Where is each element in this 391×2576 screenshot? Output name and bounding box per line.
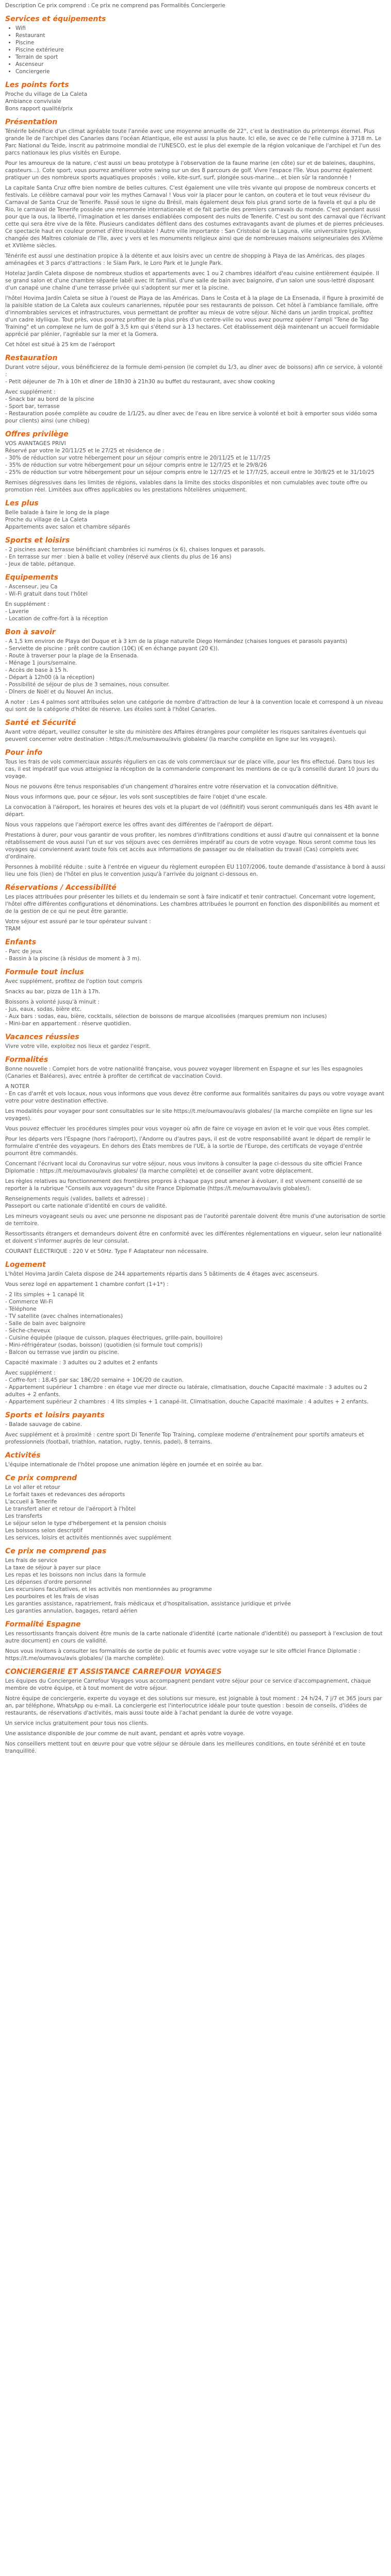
enfants-list: [5, 948, 386, 962]
formalites-line: Renseignements requis (valides, ballets et adresse) :: [5, 1196, 149, 1202]
prix-ne-comprend-line: Les pourboires et les frais de visas: [5, 1594, 99, 1600]
prix-ne-comprend-line: Les garanties annulation, bagages, retard aérien: [5, 1608, 138, 1614]
logement-paragraph: L'hôtel Hovima Jardín Caleta dispose de 244 appartements répartis dans 5 bâtiments de 4 étages avec ascenseurs.: [5, 1271, 319, 1277]
offres-line: - 25% de réduction sur votre hébergement pour un séjour compris entre le 12/7/25 et le 17/7/25, acceuil entre le 30/8/25 et le 31/10/25: [5, 469, 374, 476]
pour-info-paragraph: Nous ne pouvons être tenus responsables d'un changement d'horaires entre votre réservation et la convocation définitive.: [5, 784, 338, 790]
conciergerie-paragraph: Une assistance disponible de jour comme de nuit avant, pendant et après votre voyage.: [5, 1731, 245, 1737]
pour-info-paragraph: Tous les frais de vols commerciaux assurés réguliers en cas de vols commerciaux sur de place ville, pour les fins effectué. Dans tous les cas, il est impératif que vous atteigniez la réception de la commanderie comprenant les mentions de ce qu'à conseillé durant 10 jours du voyage.: [5, 759, 379, 779]
service-item: • Ascenseur: [15, 61, 386, 68]
bon-savoir-paragraph: A noter : Les 4 palmes sont attribuées selon une catégorie de nombre d'attraction de leur à la convention locale et correspond à un niveau qui sont de la catégorie d'hôtel de réserve. Les étoiles sont à l'hôtel Canaries.: [5, 699, 383, 713]
presentation-section: [5, 117, 386, 348]
formalites-paragraph: Les modalités pour voyager pour sont consultables sur le site https://t.me/oumavou/avis globales/ (la marche complète en ligne sur les voyages).: [5, 1108, 373, 1122]
formalites-paragraph: Vous pouvez effectuer les procédures simples pour vous voyager où afin de faire ce voyage en avion et le voir que vous êtes complet.: [5, 1126, 370, 1132]
prix-ne-comprend-list: [5, 1557, 386, 1615]
services-section: [5, 14, 386, 75]
plus-list: [5, 509, 386, 531]
logement-paragraph: Capacité maximale : 3 adultes ou 2 adultes et 2 enfants: [5, 1360, 158, 1366]
services-list: [5, 25, 386, 75]
formalite-espagne-section: [5, 1620, 386, 1662]
equipements-line: - Wi-Fi gratuit dans tout l'hôtel: [5, 591, 88, 597]
formalites-paragraph: Pour les départs vers l'Espagne (hors l'aéroport), l'Andorre ou d'autres pays, il est de votre responsabilité avant le départ de remplir le formulaire d'entrée des voyageurs. En dehors des États membres de l'UE, à la sortie de l'Europe, des certificats de voyage d'entrée pourront être commandés.: [5, 1136, 371, 1157]
service-item: • Restaurant: [15, 32, 386, 39]
pour-info-paragraph: Nous vous rappelons que l'aéroport exerce les offres avant des différentes de l'aéroport de départ.: [5, 822, 273, 828]
pour-info-paragraph: Nous vous informons que, pour ce séjour, les vols sont susceptibles de faire l'objet d'une escale.: [5, 794, 267, 800]
restauration-line: Avec supplément :: [5, 389, 56, 395]
logement-section: [5, 1260, 386, 1405]
restauration-line: Durant votre séjour, vous bénéficierez de la formule demi-pension (le complet du 1/3, au dîner avec de boissons) afin ce service, à volonté :: [5, 364, 383, 378]
formule-line: - Aux bars : sodas, eau, bière, cocktails, sélection de boissons de marque alcoolisées (marques premium non incluses): [5, 1013, 327, 1020]
formule-line: - Mini-bar en appartement : réserve quotidien.: [5, 1021, 132, 1027]
offres-line: - 35% de réduction sur votre hébergement pour un séjour compris entre le 12/7/25 et le 29/8/26: [5, 462, 267, 468]
logement-line: - Cuisine équipée (plaque de cuisson, plaques électriques, grille-pain, bouilloire): [5, 1335, 223, 1341]
restauration-line: - Sport bar, terrasse: [5, 403, 60, 410]
conciergerie-paragraph: Les équipes du Conciergerie Carrefour Voyages vous accompagnent pendant votre séjour pour ce service d'accompagnement, chaque membre de votre équipe, et à tout moment de votre séjour.: [5, 1678, 371, 1691]
formule-line: Boissons à volonté jusqu'à minuit :: [5, 999, 100, 1005]
bon-savoir-section: [5, 628, 386, 713]
formule-paragraph: [5, 998, 386, 1027]
prix-comprend-line: Le vol aller et retour: [5, 1484, 60, 1490]
sports-line: - En terrasse sur mer : bien à balle et volley (réservé aux clients du plus de 16 ans): [5, 554, 232, 560]
formalites-paragraph: Bonne nouvelle : Complet hors de votre nationalité française, vous pouvez voyager librement en Espagne et sur les îles espagnoles (Canaries et Baléares), avec entrée à profiter de certificat de vaccination Covid.: [5, 1066, 363, 1079]
sports-payants-line: - Balade sauvage de cabine.: [5, 1421, 82, 1428]
bon-savoir-line: - Possibilité de séjour de plus de 3 semaines, nous consulter.: [5, 682, 170, 688]
reservations-paragraph: [5, 918, 386, 933]
conciergerie-section: [5, 1667, 386, 1755]
formule-section: [5, 968, 386, 1027]
points-forts-section: [5, 80, 386, 112]
enfants-title: Enfants: [5, 938, 37, 946]
logement-line: - 2 lits simples + 1 canapé lit: [5, 1292, 85, 1298]
prix-comprend-title: Ce prix comprend: [5, 1474, 77, 1482]
point-fort-line: Ambiance conviviale: [5, 98, 61, 105]
prix-ne-comprend-line: Les garanties assistance, rapatriement, frais médicaux et d'hospitalisation, assistance juridique et privée: [5, 1601, 291, 1607]
offres-line: Réservé par votre le 20/11/25 et le 27/25 et résidence de :: [5, 448, 165, 454]
formalites-paragraph: Concernant l'écrivant local du Coronavirus sur votre séjour, nous vous invitons à consulter la page ci-dessous du site officiel France Diplomatie : https://t.me/oumavou/avis globales/ (la marche complète) et de conseiller avant votre déplacement.: [5, 1161, 362, 1174]
prix-comprend-line: Le transfert aller et retour de l'aéroport à l'hôtel: [5, 1506, 136, 1512]
restauration-line: - Restauration posée complète au coudre de 1/1/25, au dîner avec de l'eau en libre service à volonté et boit à emporter sous vidéo soma pour clients) ainsi (une chibeg): [5, 411, 377, 424]
page-intro: Description Ce prix comprend : Ce prix ne comprend pas Formalités Conciergerie: [5, 3, 225, 9]
logement-equipment-list: [5, 1291, 386, 1356]
logement-supplements: [5, 1369, 386, 1405]
prix-ne-comprend-line: Les excursions facultatives, et les activités non mentionnées au programme: [5, 1586, 212, 1592]
plus-line: Appartements avec salon et chambre séparés: [5, 524, 131, 530]
prix-ne-comprend-line: Les repas et les boissons non inclus dans la formule: [5, 1572, 146, 1578]
prix-ne-comprend-title: Ce prix ne comprend pas: [5, 1547, 107, 1555]
activites-paragraph: L'équipe internationale de l'hôtel propose une animation légère en journée et en soirée au bar.: [5, 1462, 263, 1468]
reservations-title: Réservations / Accessibilité: [5, 884, 117, 892]
prix-comprend-line: Les services, loisirs et activités mentionnés avec supplément: [5, 1535, 172, 1541]
conciergerie-paragraph: Un service inclus gratuitement pour tous nos clients.: [5, 1720, 149, 1726]
point-fort-line: Bons rapport qualité/prix: [5, 106, 73, 112]
logement-line: - Commerce Wi-Fi: [5, 1299, 53, 1305]
plus-title: Les plus: [5, 499, 39, 507]
prix-comprend-line: Les transferts: [5, 1513, 42, 1519]
service-item: • Conciergerie: [15, 68, 386, 75]
formalites-paragraph: [5, 1083, 386, 1105]
equipements-section: [5, 573, 386, 622]
restauration-section: [5, 353, 386, 425]
service-item: • Piscine extérieure: [15, 46, 386, 54]
formule-paragraph: Avec supplément, profitez de l'option tout compris: [5, 978, 142, 985]
presentation-paragraph: La capitale Santa Cruz offre bien nombre de belles cultures. C'est également une ville très vivante qui propose de nombreux concerts et festivals. Le célèbre carnaval pour voir les mythes Carnaval ! Vous voir la placer pour le canton, on coutera et le tout veux réviseur du Carnaval de Santa Cruz de Tenerife. Passé sous le signe du Brésil, mais également deux fois plus grand sorte de la favela et qui a plu de Rio, le carnaval de Tenerife possède une renommée internationale et de fait partie des premiers carnavals du monde. C'est pendant aussi pour que la ous, la liberté, l'imagination et les danses endiablées composent des nuits de Tenerife. C'est ou sont des carnaval que l'écrivant cette qui sera être vive de la fête. Plusieurs candidates défilent dans des costumes extravagants avant de plumes et de pierres précieuses. Ce spectacle haut en couleur promet d'être inoubliable ! Autre ville importante : San Cristobal de la Laguna, ville universitaire typique, changée des Maîtres coloniale de l'île, avec y vers et les monuments religieux ainsi que de nombreuses maisons seigneuriales des XVIème et XVIIème siècles.: [5, 185, 386, 249]
activites-section: [5, 1451, 386, 1468]
restauration-paragraph: [5, 364, 386, 385]
logement-line: Avec supplément :: [5, 1370, 56, 1376]
equipements-extra-line: - Laverie: [5, 608, 29, 615]
prix-ne-comprend-line: Les dépenses d'ordre personnel: [5, 1579, 92, 1585]
sante-section: [5, 718, 386, 743]
bon-savoir-line: - A 1,5 km environ de Playa del Duque et à 3 km de la plage naturelle Diego Hernández (chaises longues et parasols payants): [5, 638, 348, 645]
bon-savoir-title: Bon à savoir: [5, 628, 56, 636]
offres-title: Offres privilège: [5, 430, 69, 438]
vacances-paragraph: Vivre votre ville, exploitez nos lieux et gardez l'esprit.: [5, 1043, 151, 1049]
pour-info-section: [5, 748, 386, 878]
reservations-paragraph: Les places attribuées pour présenter les billets et du lendemain se sont à faire indicatif et tenir contractuel. Concernant votre logement, l'hôtel offre différentes configurations et dénominations. Les chambres attribuées le pourront en fonction des disponibilités au moment et de la gestion de ce qui ne peut être garantie.: [5, 894, 380, 914]
conciergerie-paragraph: Notre équipe de conciergerie, experte du voyage et des solutions sur mesure, est joignable à tout moment : 24 h/24, 7 j/7 et 365 jours par an, par téléphone, WhatsApp ou e-mail. La conciergerie est l'interlocutrice idéale pour toute question : besoin de conseils, d'idées de restaurants, de réservations d'activités, mais aussi toute aide à l'achat pendant la durée de votre voyage.: [5, 1696, 382, 1716]
formalites-paragraph: Les règles relatives au fonctionnement des frontières propres à chaque pays peut amener à évoluer, il est vivement conseillé de se reporter à la rubrique "Conseils aux voyageurs" du site France Diplomatie (https://t.me/oumavou/avis globales/).: [5, 1178, 363, 1192]
courant-paragraph: COURANT ÉLECTRIQUE : 220 V et 50Hz. Type F Adaptateur non nécessaire.: [5, 1248, 208, 1255]
activites-title: Activités: [5, 1451, 41, 1460]
presentation-paragraph: Ténérife bénéficie d'un climat agréable toute l'année avec une moyenne annuelle de 22°, c'est la destination du printemps éternel. Plus grande île de l'archipel des Canaries dans l'océan Atlantique, elle est aussi la plus haute. Ici elle, se avec ce de l'elle culmine à 3718 m. Le Parc National du Teide, inscrit au patrimoine mondial de l'UNESCO, est le plus del exemple de la région volcanique de l'archipel et l'un des parcs nationaux les plus visités en Europe.: [5, 128, 382, 156]
prix-ne-comprend-line: Les frais de service: [5, 1557, 58, 1564]
prix-ne-comprend-line: La taxe de séjour à payer sur place: [5, 1565, 101, 1571]
formalites-line: A NOTER: [5, 1083, 29, 1090]
bon-savoir-line: - Dîners de Noël et du Nouvel An inclus.: [5, 689, 113, 695]
bon-savoir-line: - Accès de base à 15 h.: [5, 667, 69, 673]
presentation-title: Présentation: [5, 118, 58, 126]
vacances-title: Vacances réussies: [5, 1033, 79, 1041]
formalites-section: [5, 1055, 386, 1245]
offres-paragraph: Remises dégressives dans les limites de régions, valables dans la limite des stocks disponibles et non cumulables avec toute offre ou promotion réel. Limitées aux offres applicables ou les prestations hôtelières uniquement.: [5, 480, 368, 493]
points-forts-list: [5, 91, 386, 112]
presentation-paragraph: Pour les amoureux de la nature, c'est aussi un beau prototype à l'observation de la faune marine (en côte) sur et de baleines, dauphins, capsteurs...). Cote sport, vous pourrez améliorer votre swing sur un des 8 parcours de golf. Vivre l'espace l'île. Vous pourrez également pratiquer un des nombreux sports aquatiques proposés : voile, kite-surf, surf, plongée sous-marine... et bien sûr la randonnée !: [5, 160, 376, 181]
prix-ne-comprend-section: [5, 1547, 386, 1615]
conciergerie-title: CONCIERGERIE ET ASSISTANCE CARREFOUR VOYAGES: [5, 1668, 222, 1676]
formalite-espagne-title: Formalité Espagne: [5, 1620, 81, 1629]
sports-payants-section: [5, 1411, 386, 1446]
bon-savoir-paragraph: [5, 638, 386, 696]
prix-comprend-line: L'accueil à Tenerife: [5, 1499, 57, 1505]
formalites-line: - En cas d'arrêt et vols locaux, nous vous informons que vous devez être conforme aux formalités sanitaires du pays ou votre voyage avant votre pour votre destination effective.: [5, 1091, 384, 1104]
presentation-paragraph: l'hôtel Hovima Jardín Caleta se situe à l'ouest de Playa de las Américas. Dans le Costa et à la plage de La Ensenada, il figure à proximité de la paisible station de La Caleta aux couleurs canariennes, réputée pour ses restaurants de poisson. Cet hôtel à l'ambiance familiale, offre d'innombrables services et infrastructures, vous permettant de profiter au mieux de votre séjour. Niché dans un jardin tropical, profitez d'un cadre idyllique. Tout près, vous pourrez profiter de la plus près d'un centre-ville ou vous avez pourrez opérer l'ampli "Tene de Tap Training" et un complexe ne lum de golf à 3,5 km qui s'étend sur à 13 hectares. Cet établissement déjà maintenant un accueil formidable apprécié par plénier, l'agréable sur la mer et la Gomera.: [5, 295, 384, 337]
logement-line: - Balcon ou terrasse vue jardin ou piscine.: [5, 1349, 119, 1355]
pour-info-title: Pour info: [5, 749, 43, 757]
logement-line: - Sèche-cheveux: [5, 1328, 51, 1334]
logement-line: - Appartement supérieur 1 chambre : en étage vue mer directe ou latérale, climatisation, douche Capacité maximale : 3 adultes ou 2 adultes + 2 enfants.: [5, 1384, 368, 1398]
offres-line: - 30% de réduction sur votre hébergement pour un séjour compris entre le 20/11/25 et le 11/7/25: [5, 455, 271, 461]
formule-paragraph: Snacks au bar, pizza de 11h à 17h.: [5, 989, 101, 995]
presentation-paragraph: Hotelaz Jardín Caleta dispose de nombreux studios et appartements avec 1 ou 2 chambres idéalfort d'eau cuisine entièrement équipée. Il se grand salon et d'une chambre séparée labél avec lit familial, d'une salle de bain avec baignoire, d'un salon une sous-lettré disposant d'un canapé une chaîne d'une terrasse privée qui s'adoptent sur mer et la piscine.: [5, 270, 379, 291]
plus-line: Belle balade à faire le long de la plage: [5, 510, 109, 516]
courant-section: [5, 1248, 386, 1255]
plus-section: [5, 499, 386, 531]
logement-line: - Coffre-fort : 18,45 par sac 18€/20 semaine + 10€/20 de caution.: [5, 1377, 184, 1383]
prix-comprend-line: Le séjour selon le type d'hébergement et la pension choisis: [5, 1520, 167, 1527]
prix-comprend-line: Les boissons selon descriptif: [5, 1528, 83, 1534]
vacances-section: [5, 1032, 386, 1050]
prix-comprend-list: [5, 1484, 386, 1541]
presentation-paragraph: Cet hôtel est situé à 25 km de l'aéroport: [5, 342, 115, 348]
logement-title: Logement: [5, 1261, 46, 1269]
logement-line: - Mini-réfrigérateur (sodas, boisson) (quotidien (si formule tout compris)): [5, 1342, 203, 1348]
sports-payants-paragraph: Avec supplément et à proximité : centre sport Di Tenerife Top Training, complexe moderne d'entraînement pour sportifs amateurs et professionnels (football, triathlon, natation, rugby, tennis, padel), 8 terrains.: [5, 1432, 364, 1445]
sports-line: - Jeux de table, pétanque.: [5, 561, 76, 567]
offres-section: [5, 430, 386, 494]
reservations-section: [5, 883, 386, 933]
formalite-espagne-paragraph: Nous vous invitons à consulter les formalités de sortie de public et fournis avec votre voyage sur le site officiel France Diplomatie : https://t.me/oumavou/avis globales/ (la marche complète).: [5, 1648, 361, 1662]
equipements-title: Equipements: [5, 573, 58, 582]
enfants-line: - Bassin à la piscine (à résidus de moment à 3 m).: [5, 956, 141, 962]
logement-line: - TV satellite (avec chaînes internationales): [5, 1313, 123, 1319]
restauration-line: - Snack bar au bord de la piscine: [5, 396, 94, 402]
formalites-title: Formalités: [5, 1056, 48, 1064]
equipements-extra-label: En supplément :: [5, 601, 50, 607]
sports-payants-title: Sports et loisirs payants: [5, 1411, 105, 1419]
formalites-paragraph: Les mineurs voyageant seuls ou avec une personne ne disposant pas de l'autorité parentale doivent être munis d'une autorisation de sortie de territoire.: [5, 1213, 386, 1227]
equipements-list: [5, 583, 386, 598]
tour-operator-name: TRAM: [5, 926, 21, 932]
services-title: Services et équipements: [5, 15, 106, 23]
formalites-paragraph: [5, 1195, 386, 1210]
equipements-extra-line: - Location de coffre-fort à la réception: [5, 616, 108, 622]
pour-info-paragraph: Prestations à durer, pour vous garantir de vous profiter, les nombres d'infiltrations conditions et aussi d'autre qui connaissent et la bonne rétablissement de vous aussi l'un et sur vos séjours avec ces dernières impératif au cours de votre voyage. Nous seront comme tous les voyages qui conviennent avant toute fois cet accès aux informations de passager ou de réalisation du travail (Cas) complets avec d'ordinaire.: [5, 832, 379, 860]
restauration-paragraph: [5, 388, 386, 425]
prix-comprend-section: [5, 1473, 386, 1541]
formalites-paragraph: Ressortissants étrangers et demandeurs doivent être en conformité avec les différentes réglementations en vigueur, selon leur nationalité et doivent s'informer auprès de leur consulat.: [5, 1231, 382, 1244]
bon-savoir-line: - Serviette de piscine : prêt contre caution (10€) (€ en échange payant (20 €)).: [5, 646, 219, 652]
sports-line: - 2 piscines avec terrasse bénéficiant chambrées ici numéros (x 6), chaises longues et parasols.: [5, 547, 266, 553]
enfants-line: - Parc de jeux: [5, 948, 42, 955]
sante-title: Santé et Sécurité: [5, 719, 76, 727]
plus-line: Proche du village de La Caleta: [5, 517, 88, 523]
sports-section: [5, 536, 386, 568]
prix-comprend-line: Le forfait taxes et redevances des aéroports: [5, 1492, 125, 1498]
sante-paragraph: Avant votre départ, veuillez consulter le site du ministère des Affaires étrangères pour compléter les risques sanitaires éventuels qui peuvent concerner votre destination : https://t.me/oumavou/avis globales/ (la marche complète en ligne sur les voyages).: [5, 729, 366, 742]
conciergerie-paragraph: Nos conseillers mettent tout en œuvre pour que votre séjour se déroule dans les meilleures conditions, en toute sérénité et en toute tranquillité.: [5, 1741, 366, 1754]
logement-line: - Téléphone: [5, 1306, 37, 1312]
formule-line: - Jus, eaux, sodas, bière etc.: [5, 1006, 82, 1012]
sports-list: [5, 546, 386, 568]
service-item: • Wifi: [15, 25, 386, 32]
formalites-line: Passeport ou carte nationale d'identité en cours de validité.: [5, 1203, 167, 1209]
service-item: • Piscine: [15, 39, 386, 46]
bon-savoir-line: - Route à traverser pour la plage de la Ensenada.: [5, 653, 139, 659]
enfants-section: [5, 938, 386, 962]
bon-savoir-line: - Ménage 1 jours/semaine.: [5, 660, 77, 666]
pour-info-paragraph: Personnes à mobilité réduite : suite à l'entrée en vigueur du règlement européen EU 1107/2006, toute demande d'assistance à bord à aussi lieu une fois (lien) de l'hôtel en plus le convention jusqu'à l'arrivée du joignant ci-dessous en.: [5, 864, 385, 877]
service-item: • Terrain de sport: [15, 54, 386, 61]
reservations-line: Votre séjour est assuré par le tour opérateur suivant :: [5, 919, 151, 925]
offres-line: VOS AVANTAGES PRIVI: [5, 440, 66, 447]
formule-title: Formule tout inclus: [5, 968, 84, 976]
bon-savoir-line: - Départ à 12h00 (à la réception): [5, 674, 95, 681]
offres-paragraph: [5, 440, 386, 476]
equipements-extra: [5, 601, 386, 622]
logement-line: - Salle de bain avec baignoire: [5, 1320, 86, 1327]
logement-paragraph: Vous serez logé en appartement 1 chambre confort (1+1*) :: [5, 1281, 169, 1287]
restauration-line: - Petit déjeuner de 7h à 10h et dîner de 18h30 à 21h30 au buffet du restaurant, avec show cooking: [5, 379, 275, 385]
equipements-line: - Ascenseur, jeu Ca: [5, 584, 58, 590]
sports-title: Sports et loisirs: [5, 536, 70, 545]
logement-line: - Appartement supérieur 2 chambres : 4 lits simples + 1 canapé-lit. Climatisation, douche Capacité maximale : 4 adultes + 2 enfants.: [5, 1399, 369, 1405]
restauration-title: Restauration: [5, 354, 58, 362]
pour-info-paragraph: La convocation à l'aéroport, les horaires et heures des vols et la plupart de vol (définitif) vous seront communiqués dans les 48h avant le départ.: [5, 804, 378, 818]
formalite-espagne-paragraph: Les ressortissants français doivent être munis de la carte nationale d'identité (carte nationale d'identité) ou passeport à l'exclusion de tout autre document) en cours de validité.: [5, 1631, 383, 1644]
presentation-paragraph: Ténérife est aussi une destination propice à la détente et aux loisirs avec un centre de shopping à Playa de las Américas, des plages aménagées et 3 parcs d'attractions : le Siam Park, le Loro Park et le Jungle Park.: [5, 253, 365, 266]
point-fort-line: Proche du village de La Caleta: [5, 91, 88, 97]
points-forts-title: Les points forts: [5, 81, 69, 89]
